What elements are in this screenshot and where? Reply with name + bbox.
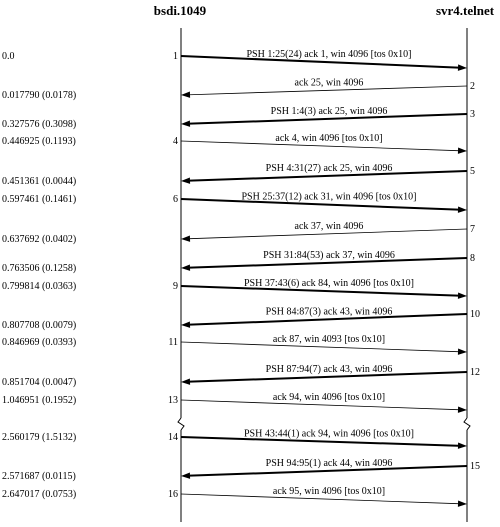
segment-9: [2, 278, 467, 299]
segment-number: 3: [470, 109, 475, 120]
segment-label: PSH 1:4(3) ack 25, win 4096: [270, 106, 388, 117]
segment-timestamp: 2.571687 (0.0115): [2, 471, 76, 482]
segment-5: [2, 163, 475, 187]
segment-timestamp: 0.451361 (0.0044): [2, 176, 77, 187]
arrowhead: [458, 443, 467, 449]
segment-label: ack 87, win 4093 [tos 0x10]: [272, 334, 386, 345]
segment-timestamp: 0.017790 (0.0178): [2, 90, 77, 101]
segment-label: PSH 87:94(7) ack 43, win 4096: [265, 364, 393, 375]
segment-timestamp: 0.851704 (0.0047): [2, 377, 77, 388]
segment-label: PSH 1:25(24) ack 1, win 4096 [tos 0x10]: [246, 49, 412, 60]
segment-timestamp: 2.560179 (1.5132): [2, 432, 77, 443]
segment-15: [2, 458, 480, 482]
segment-label: ack 25, win 4096: [294, 77, 364, 89]
segment-number: 1: [173, 51, 178, 62]
arrowhead: [458, 406, 467, 412]
segment-label: PSH 94:95(1) ack 44, win 4096: [265, 458, 393, 469]
segment-timestamp: 1.046951 (0.1952): [2, 395, 77, 406]
segments: [2, 49, 480, 507]
segment-number: 5: [470, 166, 475, 177]
arrowhead: [458, 64, 467, 70]
segment-timestamp: 0.637692 (0.0402): [2, 234, 77, 245]
segment-number: 6: [173, 194, 178, 205]
segment-number: 8: [470, 253, 475, 264]
arrowhead: [181, 264, 190, 270]
segment-number: 4: [173, 136, 178, 147]
segment-label: PSH 43:44(1) ack 94, win 4096 [tos 0x10]: [244, 428, 414, 440]
segment-label: ack 4, win 4096 [tos 0x10]: [275, 133, 383, 144]
segment-number: 12: [470, 367, 480, 378]
arrowhead: [458, 348, 467, 354]
segment-timestamp: 2.647017 (0.0753): [2, 489, 77, 500]
segment-number: 7: [470, 224, 475, 235]
segment-16: [2, 486, 467, 507]
segment-label: PSH 31:84(53) ack 37, win 4096: [263, 250, 395, 261]
arrowhead: [458, 206, 467, 212]
header-left-host: bsdi.1049: [153, 3, 207, 18]
segment-3: [2, 106, 475, 130]
arrowhead: [181, 321, 190, 327]
segment-4: [2, 133, 467, 154]
segment-timestamp: 0.763506 (0.1258): [2, 263, 77, 274]
arrowhead: [458, 500, 467, 506]
arrowhead: [181, 120, 190, 126]
segment-11: [2, 334, 467, 355]
segment-number: 15: [470, 461, 480, 472]
segment-timestamp: 0.446925 (0.1193): [2, 136, 76, 147]
segment-number: 2: [470, 81, 475, 92]
segment-label: ack 95, win 4096 [tos 0x10]: [272, 486, 386, 497]
arrowhead: [458, 292, 467, 298]
segment-number: 13: [168, 395, 178, 406]
segment-timestamp: 0.799814 (0.0363): [2, 281, 77, 292]
arrowhead: [181, 472, 190, 478]
segment-label: PSH 25:37(12) ack 31, win 4096 [tos 0x10]: [241, 191, 417, 203]
arrowhead: [181, 378, 190, 384]
arrowhead: [181, 92, 190, 98]
segment-1: [2, 49, 467, 71]
arrowhead: [181, 235, 190, 241]
segment-number: 16: [168, 489, 178, 500]
segment-label: ack 94, win 4096 [tos 0x10]: [272, 392, 386, 403]
segment-timestamp: 0.846969 (0.0393): [2, 337, 77, 348]
segment-label: PSH 4:31(27) ack 25, win 4096: [265, 163, 393, 174]
segment-timestamp: 0.0: [2, 51, 15, 62]
segment-timestamp: 0.807708 (0.0079): [2, 320, 77, 331]
arrowhead: [181, 177, 190, 183]
timeline-right-break: [464, 418, 470, 430]
timeline-left-break: [178, 418, 184, 430]
segment-label: PSH 37:43(6) ack 84, win 4096 [tos 0x10]: [244, 278, 414, 289]
header-right-host: svr4.telnet: [435, 3, 495, 18]
segment-6: [2, 192, 467, 213]
segment-number: 14: [168, 432, 178, 443]
segment-10: [2, 307, 480, 332]
segment-2: [2, 78, 475, 102]
segment-number: 10: [470, 309, 480, 320]
segment-14: [2, 429, 467, 449]
segment-7: [2, 221, 475, 245]
arrowhead: [458, 147, 467, 153]
segment-number: 9: [173, 281, 178, 292]
segment-13: [2, 392, 467, 413]
segment-12: [2, 364, 480, 388]
segment-timestamp: 0.327576 (0.3098): [2, 119, 77, 130]
segment-label: ack 37, win 4096: [294, 221, 364, 232]
segment-timestamp: 0.597461 (0.1461): [2, 194, 77, 205]
host-timelines: [178, 28, 470, 522]
segment-8: [2, 250, 475, 274]
segment-number: 11: [168, 337, 178, 348]
segment-label: PSH 84:87(3) ack 43, win 4096: [265, 306, 393, 318]
